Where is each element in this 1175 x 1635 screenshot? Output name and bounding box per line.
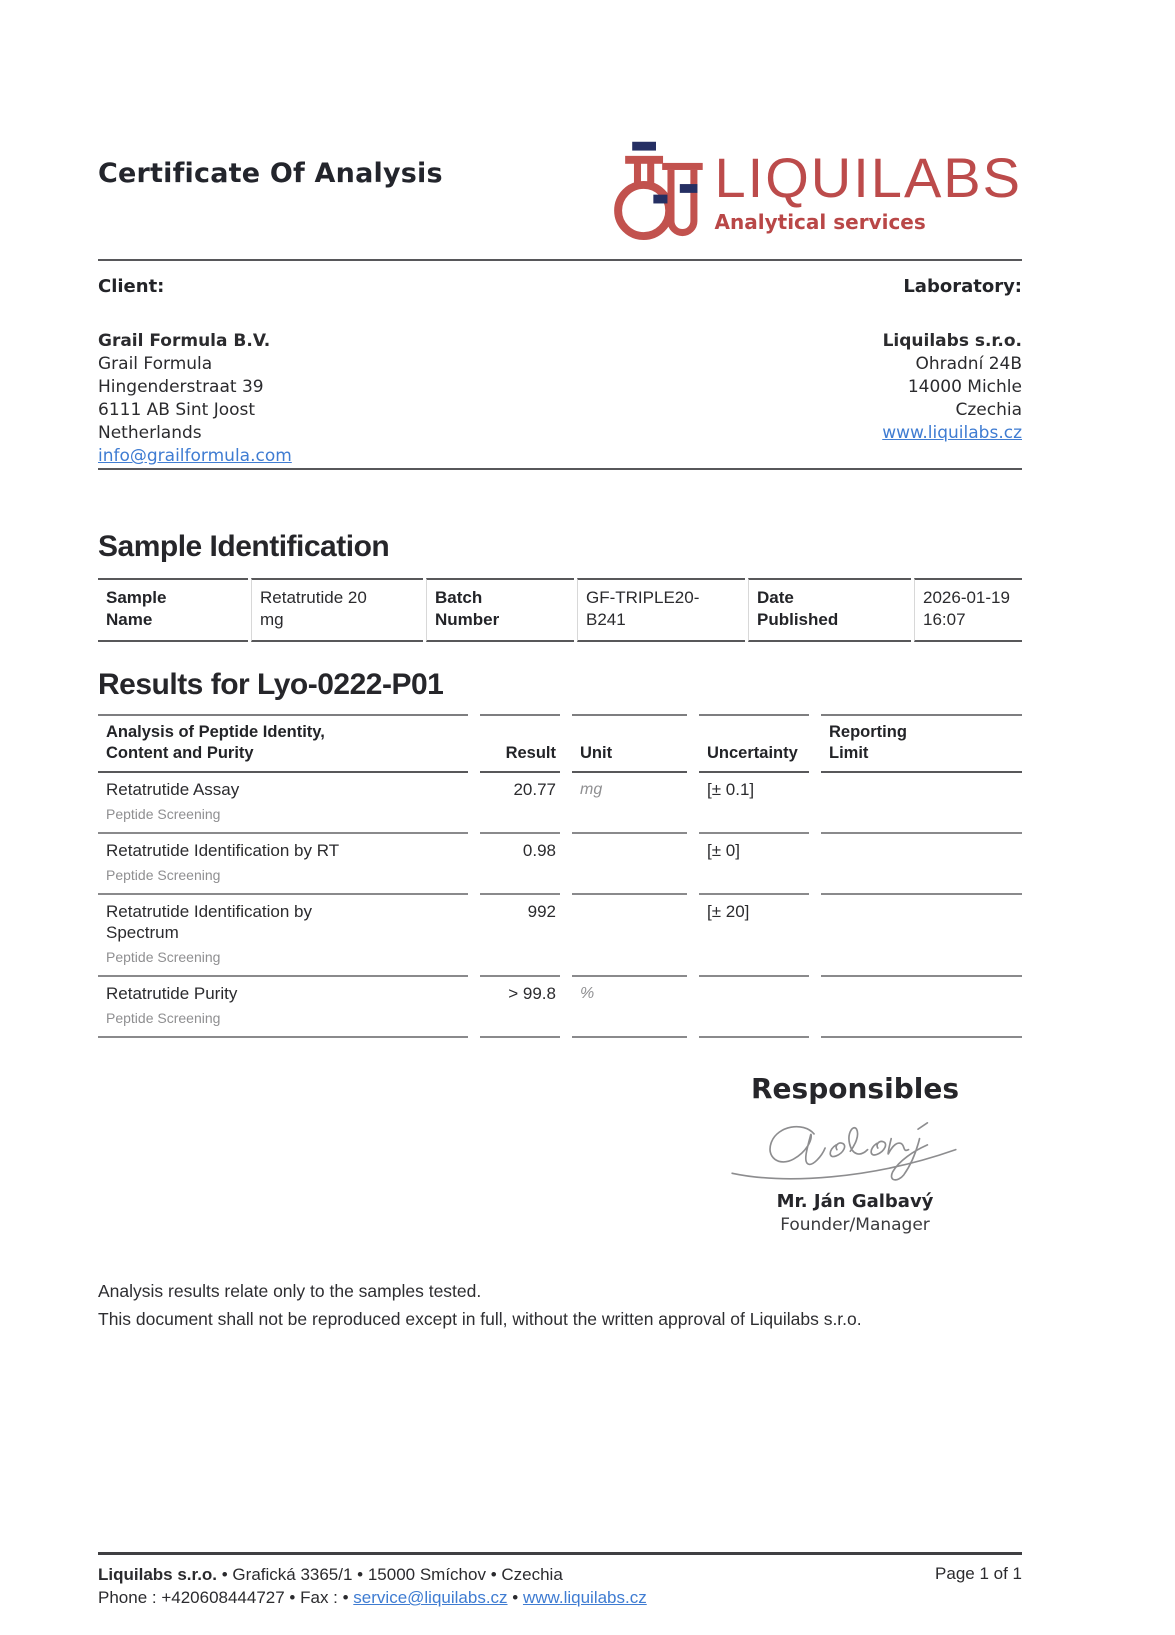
- table-row-analysis-name: Retatrutide Identification by Spectrum Peptide Screening: [98, 895, 468, 977]
- table-row-uncertainty: [± 0.1]: [699, 773, 809, 834]
- method-label: Peptide Screening: [106, 867, 221, 883]
- laboratory-line: 14000 Michle: [907, 377, 1022, 397]
- liquilabs-logo: [607, 140, 1022, 249]
- batch-field-label: Batch Number: [426, 578, 574, 642]
- results-col-uncertainty: Uncertainty: [699, 714, 809, 773]
- date-field-value: 2026-01-19 16:07: [914, 578, 1022, 642]
- sample-identification-table: [98, 578, 1022, 642]
- table-row-unit: %: [572, 977, 687, 1038]
- table-row-reporting-limit: [821, 895, 1022, 977]
- responsibles-heading: Responsibles: [751, 1072, 959, 1105]
- sample-identification-heading: Sample Identification: [98, 530, 390, 563]
- brand-name: LIQUILABS: [714, 146, 1022, 209]
- header: [98, 140, 1022, 249]
- footer-company: Liquilabs s.r.o.: [98, 1565, 218, 1584]
- results-heading: Results for Lyo-0222-P01: [98, 668, 444, 701]
- sample-field-value: Retatrutide 20 mg: [251, 578, 423, 642]
- footer-address: • Grafická 3365/1 • 15000 Smíchov • Czechia: [217, 1565, 563, 1584]
- client-line: 6111 AB Sint Joost: [98, 400, 256, 420]
- sample-field-label: Sample Name: [98, 578, 248, 642]
- disclaimer-line-1: Analysis results relate only to the samples tested.: [98, 1281, 482, 1301]
- method-label: Peptide Screening: [106, 1010, 221, 1026]
- client-email-link[interactable]: info@grailformula.com: [98, 446, 292, 466]
- table-row-result: 0.98: [480, 834, 560, 895]
- client-heading: Client:: [98, 276, 165, 297]
- method-label: Peptide Screening: [106, 949, 221, 965]
- laboratory-line: Ohradní 24B: [915, 354, 1022, 374]
- table-row-analysis-name: Retatrutide Assay Peptide Screening: [98, 773, 468, 834]
- footer-email-link[interactable]: service@liquilabs.cz: [353, 1588, 508, 1607]
- footer: [98, 1552, 1022, 1609]
- footer-contact-prefix: Phone : +420608444727 • Fax : •: [98, 1588, 354, 1607]
- table-row-unit: [572, 834, 687, 895]
- table-row-reporting-limit: [821, 773, 1022, 834]
- footer-website-link[interactable]: www.liquilabs.cz: [522, 1588, 647, 1607]
- page-title: Certificate Of Analysis: [98, 158, 443, 189]
- laboratory-name: Liquilabs s.r.o.: [882, 331, 1022, 351]
- client-block: [98, 275, 292, 468]
- signer-role: Founder/Manager: [780, 1215, 930, 1235]
- table-row-analysis-name: Retatrutide Purity Peptide Screening: [98, 977, 468, 1038]
- table-row-uncertainty: [± 20]: [699, 895, 809, 977]
- client-divider: [98, 468, 1022, 470]
- responsibles-section: [690, 1072, 1020, 1235]
- table-row-unit: [572, 895, 687, 977]
- table-row-reporting-limit: [821, 834, 1022, 895]
- footer-address-line: [98, 1563, 647, 1586]
- laboratory-line: Czechia: [955, 400, 1022, 420]
- table-row-uncertainty: [± 0]: [699, 834, 809, 895]
- page-number: Page 1 of 1: [935, 1564, 1022, 1583]
- client-line: Hingenderstraat 39: [98, 377, 264, 397]
- results-col-unit: Unit: [572, 714, 687, 773]
- signature-image: [690, 1115, 1020, 1189]
- date-field-label: Date Published: [748, 578, 911, 642]
- table-row-result: > 99.8: [480, 977, 560, 1038]
- laboratory-block: [882, 275, 1022, 468]
- results-table: [98, 714, 1022, 1038]
- results-col-reporting-limit: Reporting Limit: [821, 714, 1022, 773]
- disclaimer: [98, 1277, 1022, 1333]
- signer-name: Mr. Ján Galbavý: [776, 1191, 934, 1212]
- disclaimer-line-2: This document shall not be reproduced except in full, without the written approval of Liquilabs s.r.o.: [98, 1309, 862, 1329]
- parties-section: [98, 261, 1022, 468]
- results-col-result: Result: [480, 714, 560, 773]
- table-row-result: 992: [480, 895, 560, 977]
- client-line: Grail Formula: [98, 354, 213, 374]
- flask-testtube-icon: [607, 140, 705, 249]
- batch-field-value: GF-TRIPLE20-B241: [577, 578, 745, 642]
- table-row-reporting-limit: [821, 977, 1022, 1038]
- laboratory-website-link[interactable]: www.liquilabs.cz: [882, 423, 1022, 443]
- laboratory-heading: Laboratory:: [903, 276, 1022, 297]
- table-row-uncertainty: [699, 977, 809, 1038]
- method-label: Peptide Screening: [106, 806, 221, 822]
- client-line: Netherlands: [98, 423, 202, 443]
- results-col-analysis: Analysis of Peptide Identity, Content and Purity: [98, 714, 468, 773]
- table-row-result: 20.77: [480, 773, 560, 834]
- client-name: Grail Formula B.V.: [98, 331, 271, 351]
- table-row-unit: mg: [572, 773, 687, 834]
- table-row-analysis-name: Retatrutide Identification by RT Peptide Screening: [98, 834, 468, 895]
- brand-tagline: Analytical services: [714, 210, 926, 234]
- footer-contact-line: Phone : +420608444727 • Fax : • service@liquilabs.cz • www.liquilabs.cz: [98, 1588, 647, 1607]
